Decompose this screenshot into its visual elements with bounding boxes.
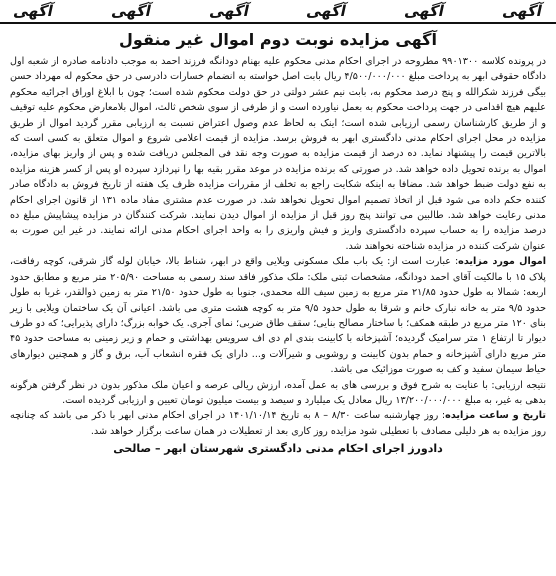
intro-paragraph: در پرونده کلاسه ۹۹۰۱۳۰۰ مطروحه در اجرای احکام مدنی محکوم علیه بهنام دودانگه فرزند احمد به موجب دادنامه صادره از شعبه اول دادگاه حقوقی ابهر به پرداخت مبلغ ۴/۵۰۰/۰۰۰/۰۰۰ ریال بابت اصل خواسته به انضمام خسارات دادرسی در حق محکوم له مهرداد حسن بیگی فرزند شکرالله و پنج درصد محکوم به، بابت نیم عشر دولتی در حق دولت محکوم شده است؛ چون با ابلاغ اوراق اجرائیه محکوم علیهم هیچ اقدامی در جهت پرداخت محکوم به بعمل نیاورده است و از طرفی از سوی شخص ثالث، اموال بلامعارض محکوم علیه توقیف و از طریق کارشناسان رسمی ارزیابی شده است؛ اینک به لحاظ عدم وصول اعتراض نسبت به ارزیابی مقرر گردید اموال از طریق مزایده در محل اجرای احکام مدنی دادگستری ابهر به فروش برسد. مزایده از قیمت اعلامی شروع و اموال متعلق به کسی است که بالاترین قیمت را پیشنهاد نماید. ده درصد از قیمت مزایده به صورت وجه نقد فی المجلس دریافت شده و پس از واریز بهای مزایده، اموال به برنده تحویل داده خواهد شد. در صورتی که برنده مزایده در موعد مقرر بقیه بها را نپردازد سپرده او پس از کسر هزینه مزایده به نفع دولت ضبط خواهد شد. مضافا به اینکه شکایت راجع به تخلف از مقررات مزایده ظرف یک هفته از تاریخ فروش به دادگاه صادر کننده حکم داده می شود قبل از اتخاذ تصمیم اموال تحویل نخواهد شد. در صورت عدم مشتری مفاد ماده ۱۳۱ از قانون اجرای احکام مدنی رعایت خواهد شد. طالبین می توانند پنج روز قبل از مزایده از اموال دیدن نمایند. شرکت کنندگان در مزایده پیشاپیش مبلغ ده درصد مزایده را به حساب سپرده دادگستری واریز و فیش واریزی را به واحد اجرای احکام مدنی ارائه نمایند. در غیر این صورت به عنوان شرکت کننده در مزایده شناخته نخواهند شد. xyxy=(10,56,546,252)
notice-title: آگهی مزایده نوبت دوم اموال غیر منقول xyxy=(119,30,437,49)
property-paragraph: اموال مورد مزایده: عبارت است از: یک باب ملک مسکونی ویلایی واقع در ابهر، شناط بالا، خیابان لوله گاز شرقی، کوچه رفاقت، پلاک ۱۵ با مالکیت آقای احمد دودانگه، مشخصات ثبتی ملک: ملک مذکور فاقد سند رسمی به مساحت ۲۰۵/۹۰ متر مربع و مطابق حدود اربعه: شمالا به طول حدود ۲۱/۸۵ متر مربع به زمین سیف الله محمدی، جنوبا به طول حدود ۲۱/۵۰ متر به زمین ذوالقدر، غربا به طول حدود ۹/۵ متر به خانه نبارک خانم و شرقا به طول حدود ۹/۵ متر به کوچه هشت متری می باشد. اعیانی آن یک ساختمان ویلایی با زیر بنای ۱۲۰ متر مربع در طبقه همکف؛ با ساختار مصالح بنایی؛ سقف طاق ضربی؛ نمای آجری. یک خوابه بزرگ؛ دارای پذیرایی؛ که دو طرف دیوار تا ارتفاع ۱ متر سرامیک گردیده؛ آشپزخانه با کابینت بندی ام دی اف سرویس بهداشتی و حمام و زیر زمینی به مساحت حدود ۴۵ متر مربع دارای آشپزخانه و حمام بدون کابینت و روشویی و شیرآلات و... دارای یک فقره انشعاب آب، برق و گاز و همچنین دیوارهای حیاط سیمان سفید و کف به صورت موزائیک می باشد. xyxy=(10,256,547,376)
banner-word: آگهی xyxy=(403,2,447,20)
property-text: عبارت است از: یک باب ملک مسکونی ویلایی واقع در ابهر، شناط بالا، خیابان لوله گاز شرقی، کوچه رفاقت، پلاک ۱۵ با مالکیت آقای احمد دودانگه، مشخصات ثبتی ملک: ملک مذکور فاقد سند رسمی به مساحت ۲۰۵/۹۰ متر مربع و مطابق حدود اربعه: شمالا به طول حدود ۲۱/۸۵ متر مربع به زمین سیف الله محمدی، جنوبا به طول حدود ۲۱/۵۰ متر به زمین ذوالقدر، غربا به طول حدود ۹/۵ متر به خانه نبارک خانم و شرقا به طول حدود ۹/۵ متر به کوچه هشت متری می باشد. اعیانی آن یک ساختمان ویلایی با زیر بنای ۱۲۰ متر مربع در طبقه همکف؛ با ساختار مصالح بنایی؛ سقف طاق ضربی؛ نمای آجری. یک خوابه بزرگ؛ دارای پذیرایی؛ که دو طرف دیوار تا ارتفاع ۱ متر سرامیک گردیده؛ آشپزخانه با کابینت بندی ام دی اف سرویس بهداشتی و حمام و زیر زمینی به مساحت حدود ۴۵ متر مربع دارای آشپزخانه و حمام بدون کابینت و روشویی و شیرآلات و... دارای یک فقره انشعاب آب، برق و گاز و همچنین دیوارهای حیاط سیمان سفید و کف به صورت موزائیک می باشد. xyxy=(10,256,547,376)
banner-word: آگهی xyxy=(109,2,153,20)
schedule-label: تاریخ و ساعت مزایده xyxy=(445,410,546,422)
schedule-paragraph: تاریخ و ساعت مزایده: روز چهارشنبه ساعت ۸/۳۰ – ۸ به تاریخ ۱۴۰۱/۱۰/۱۴ در اجرای احکام مدنی ابهر با ذکر می باشد که چنانچه روز مزایده به هر دلیلی مصادف با تعطیلی شود مزایده روز کاری بعد از تعطیلات در همان ساعت برگزار خواهد شد. xyxy=(10,410,546,437)
result-paragraph: نتیجه ارزیابی: با عنایت به شرح فوق و بررسی های به عمل آمده، ارزش ریالی عرصه و اعیان ملک مذکور بدون در نظر گرفتن هرگونه بدهی به غیر، به مبلغ ۱۳/۲۰۰/۰۰۰/۰۰۰ ریال معادل یک میلیارد و سیصد و بیست میلیون تومان تعیین و ارزیابی گردیده است. xyxy=(10,379,546,406)
property-label: اموال مورد مزایده xyxy=(458,256,546,268)
banner-word: آگهی xyxy=(12,2,55,20)
banner-word: آگهی xyxy=(501,2,544,20)
notice-banner xyxy=(0,0,556,24)
banner-word: آگهی xyxy=(207,2,251,20)
signature-line: دادورز اجرای احکام مدنی دادگستری شهرستان ابهر – صالحی xyxy=(113,442,443,456)
banner-word: آگهی xyxy=(305,2,349,20)
schedule-text: روز چهارشنبه ساعت ۸/۳۰ – ۸ به تاریخ ۱۴۰۱/۱۰/۱۴ در اجرای احکام مدنی ابهر با ذکر می باشد که چنانچه روز مزایده به هر دلیلی مصادف با تعطیلی شود مزایده روز کاری بعد از تعطیلات در همان ساعت برگزار خواهد شد. xyxy=(10,410,546,437)
